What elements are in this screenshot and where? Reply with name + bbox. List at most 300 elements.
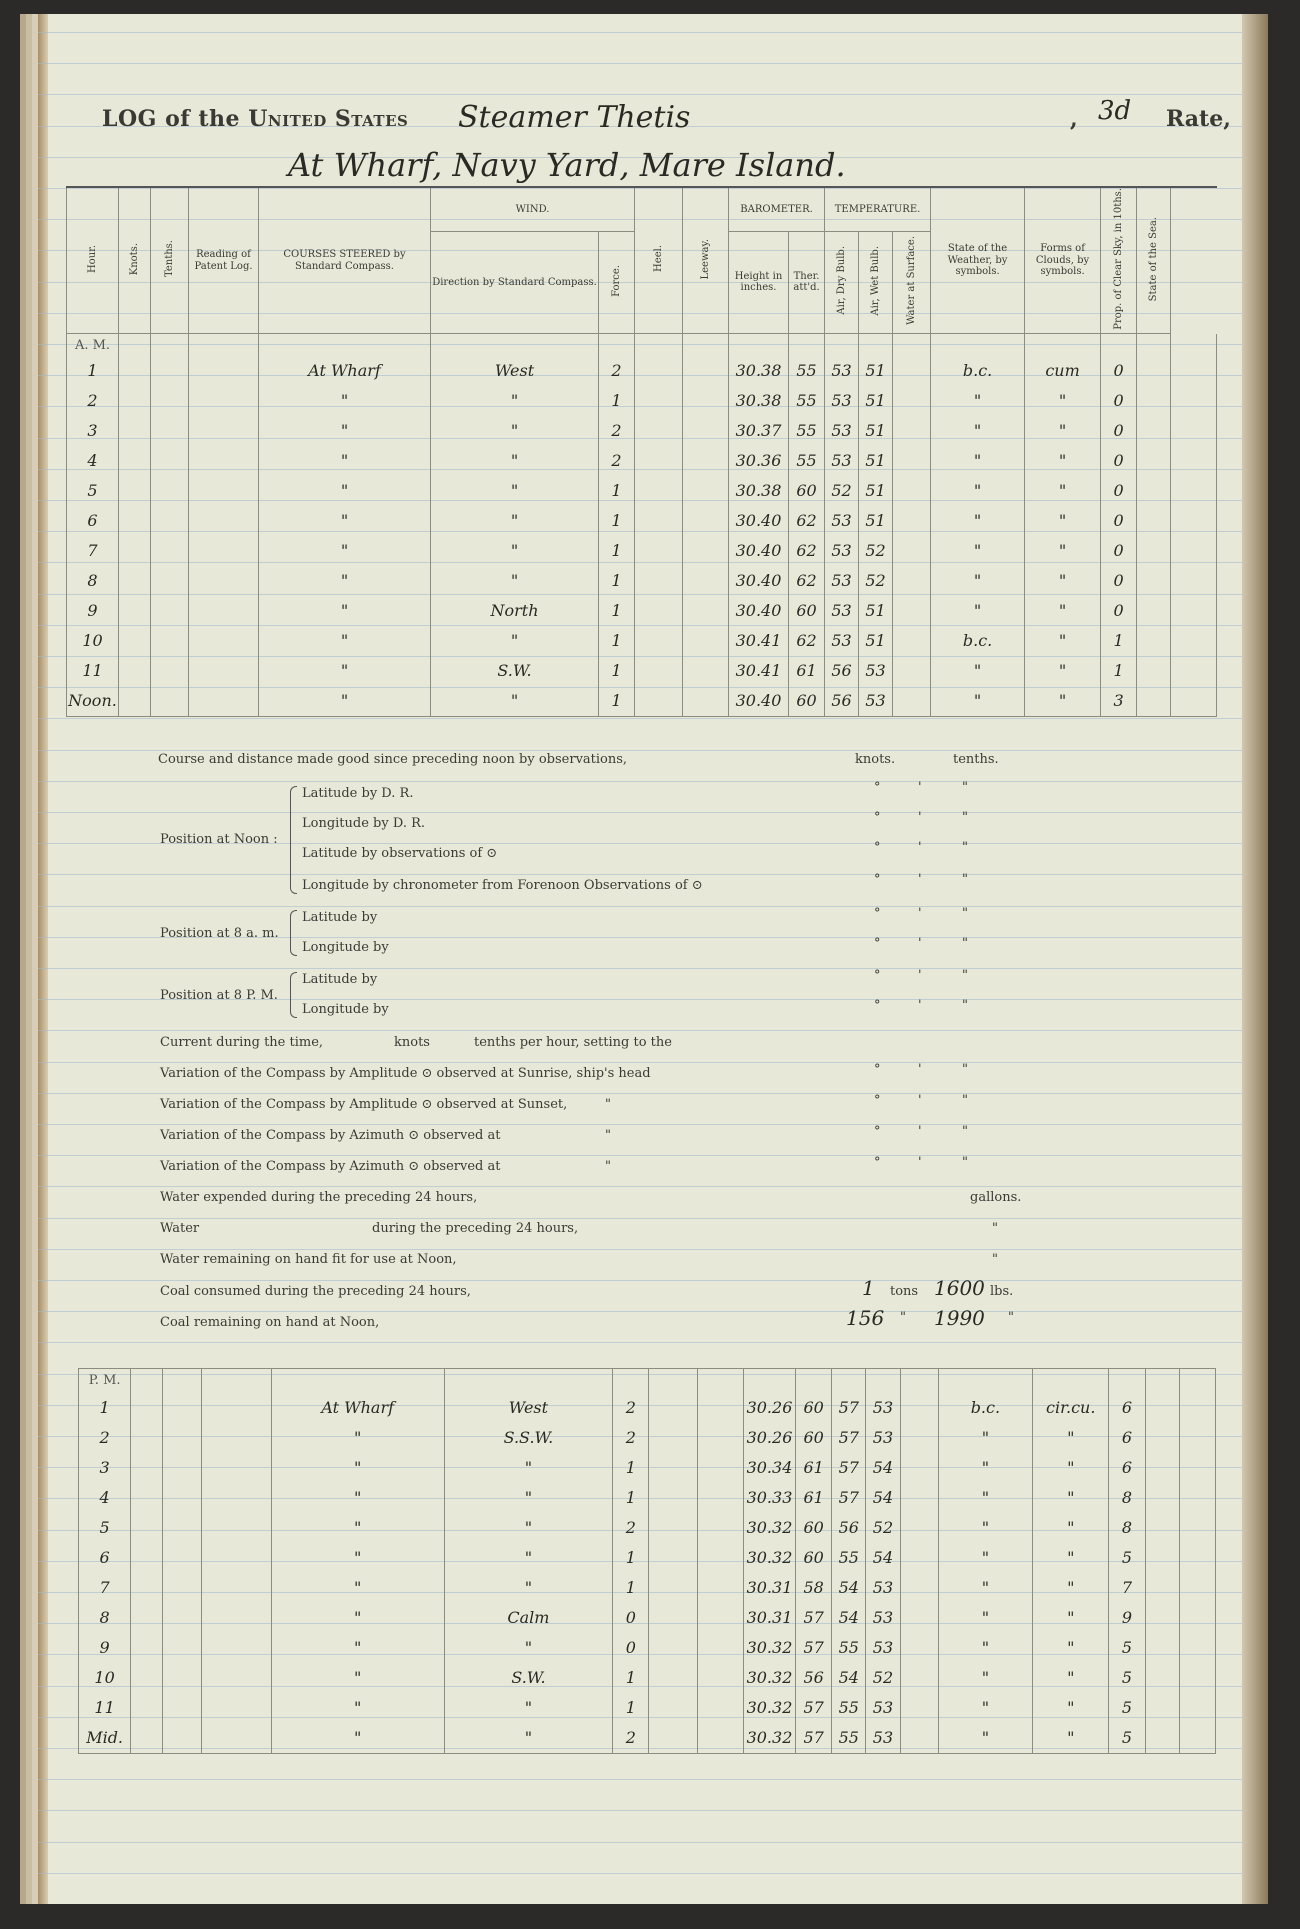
am-cell-hour: 4	[67, 446, 119, 476]
pm-cell-sea	[1145, 1543, 1179, 1573]
am-row	[67, 506, 1217, 536]
am-cell-force: 1	[599, 476, 635, 506]
am-cell-hour: 2	[67, 386, 119, 416]
pm-cell-hour: 9	[79, 1633, 131, 1663]
pm-cell-hour: Mid.	[79, 1723, 131, 1754]
am-cell-force: 2	[599, 356, 635, 386]
pm-cell-patent-log	[201, 1723, 271, 1754]
pm-cell-leeway	[697, 1513, 743, 1543]
pm-cell-sea	[1145, 1723, 1179, 1754]
am-row	[67, 656, 1217, 686]
pm-cell-clouds: cir.cu.	[1033, 1393, 1109, 1423]
position-noon-brace	[290, 786, 297, 894]
am-cell-wind: "	[431, 566, 599, 596]
pm-cell-blank	[1179, 1693, 1215, 1723]
pm-cell-wind: "	[444, 1513, 613, 1543]
am-cell-force: 1	[599, 656, 635, 686]
dms-mark-sec: "	[962, 1062, 968, 1077]
dms-mark-deg: °	[874, 1093, 881, 1108]
pm-cell-leeway	[697, 1453, 743, 1483]
ruled-line	[38, 1124, 1242, 1125]
am-cell-course: "	[259, 596, 431, 626]
am-cell-patent-log	[189, 356, 259, 386]
ruled-line	[38, 781, 1242, 782]
am-row	[67, 626, 1217, 656]
pm-cell-wind: "	[444, 1573, 613, 1603]
am-cell-knots	[119, 596, 151, 626]
pm-cell-wet: 54	[866, 1543, 900, 1573]
pm-cell-course: "	[271, 1603, 444, 1633]
coal-consumed-lbs: 1600	[934, 1276, 985, 1300]
col-water-surface: Water at Surface.	[893, 231, 931, 334]
pm-cell-weather: b.c.	[938, 1393, 1032, 1423]
pm-cell-height: 30.31	[743, 1573, 795, 1603]
ruled-line	[38, 1186, 1242, 1187]
am-cell-dry: 53	[825, 566, 859, 596]
am-cell-heel	[635, 386, 683, 416]
am-cell-leeway	[683, 356, 729, 386]
am-cell-wet: 52	[859, 536, 893, 566]
pm-cell-clouds: "	[1033, 1693, 1109, 1723]
pm-cell-sea	[1145, 1393, 1179, 1423]
am-cell-height: 30.40	[729, 536, 789, 566]
pm-cell-wet: 53	[866, 1573, 900, 1603]
var-azimuth-2-ditto: "	[605, 1159, 611, 1174]
pm-cell-dry: 57	[832, 1423, 866, 1453]
pm-cell-wet: 53	[866, 1693, 900, 1723]
ruled-line	[38, 1249, 1242, 1250]
am-cell-wind: "	[431, 386, 599, 416]
pm-cell-force: 0	[613, 1633, 649, 1663]
am-cell-patent-log	[189, 626, 259, 656]
am-cell-hour: 7	[67, 536, 119, 566]
pm-cell-sea	[1145, 1663, 1179, 1693]
dms-mark-deg: °	[874, 780, 881, 795]
am-cell-tenths	[151, 476, 189, 506]
pm-cell-hour: 4	[79, 1483, 131, 1513]
pm-cell-wet: 54	[866, 1453, 900, 1483]
pm-cell-ther: 60	[796, 1423, 832, 1453]
tons-label: tons	[890, 1284, 919, 1299]
lon-8pm-label: Longitude by	[302, 1002, 389, 1017]
dms-mark-min: '	[918, 810, 922, 825]
pm-cell-force: 1	[613, 1543, 649, 1573]
pm-cell-wind: Calm	[444, 1603, 613, 1633]
pm-cell-heel	[649, 1723, 697, 1754]
am-cell-dry: 53	[825, 626, 859, 656]
gallons-label: gallons.	[970, 1190, 1022, 1205]
pm-cell-ther: 57	[796, 1633, 832, 1663]
am-cell-patent-log	[189, 416, 259, 446]
ruled-line	[38, 1311, 1242, 1312]
pm-cell-height: 30.33	[743, 1483, 795, 1513]
am-cell-wind: "	[431, 506, 599, 536]
pm-cell-water	[900, 1723, 938, 1754]
am-cell-course: "	[259, 476, 431, 506]
dms-mark-min: '	[918, 840, 922, 855]
pm-cell-tenths	[163, 1543, 201, 1573]
am-cell-weather: "	[931, 686, 1025, 717]
ship-name: Steamer Thetis	[458, 100, 691, 135]
am-cell-clouds: "	[1025, 416, 1101, 446]
pm-cell-dry: 57	[832, 1483, 866, 1513]
ruled-line	[38, 812, 1242, 813]
am-cell-heel	[635, 416, 683, 446]
pm-row	[79, 1453, 1216, 1483]
am-cell-height: 30.36	[729, 446, 789, 476]
pm-cell-patent-log	[201, 1393, 271, 1423]
am-cell-tenths	[151, 446, 189, 476]
am-cell-heel	[635, 476, 683, 506]
am-label: A. M.	[67, 334, 119, 356]
course-knots-label: knots.	[855, 752, 896, 767]
am-cell-course: "	[259, 536, 431, 566]
am-cell-knots	[119, 686, 151, 717]
col-temperature: TEMPERATURE.	[825, 187, 931, 231]
am-cell-wind: "	[431, 446, 599, 476]
ruled-line	[38, 1093, 1242, 1094]
dms-mark-min: '	[918, 1124, 922, 1139]
am-cell-leeway	[683, 656, 729, 686]
pm-cell-water	[900, 1393, 938, 1423]
col-force: Force.	[599, 231, 635, 334]
pm-cell-tenths	[163, 1393, 201, 1423]
am-cell-sea	[1137, 386, 1171, 416]
pm-cell-water	[900, 1543, 938, 1573]
am-cell-dry: 53	[825, 386, 859, 416]
am-cell-heel	[635, 506, 683, 536]
am-cell-height: 30.40	[729, 566, 789, 596]
pm-cell-course: "	[271, 1693, 444, 1723]
dms-mark-deg: °	[874, 1062, 881, 1077]
pm-cell-weather: "	[938, 1723, 1032, 1754]
pm-cell-force: 1	[613, 1693, 649, 1723]
am-cell-water	[893, 596, 931, 626]
am-cell-knots	[119, 356, 151, 386]
position-8pm-label: Position at 8 P. M.	[160, 988, 278, 1003]
am-cell-weather: "	[931, 596, 1025, 626]
am-cell-clouds: "	[1025, 506, 1101, 536]
pm-cell-dry: 54	[832, 1663, 866, 1693]
pm-row	[79, 1693, 1216, 1723]
am-cell-ther: 60	[789, 596, 825, 626]
pm-cell-clear: 6	[1109, 1393, 1145, 1423]
pm-cell-wind: "	[444, 1483, 613, 1513]
pm-cell-hour: 2	[79, 1423, 131, 1453]
pm-cell-water	[900, 1663, 938, 1693]
pm-cell-clear: 7	[1109, 1573, 1145, 1603]
dms-mark-deg: °	[874, 968, 881, 983]
dms-mark-deg: °	[874, 810, 881, 825]
pm-cell-dry: 55	[832, 1543, 866, 1573]
coal-remaining-ditto-tons: "	[900, 1310, 906, 1325]
pm-cell-force: 1	[613, 1483, 649, 1513]
pm-label: P. M.	[79, 1369, 131, 1393]
position-8am-label: Position at 8 a. m.	[160, 926, 279, 941]
am-cell-weather: "	[931, 476, 1025, 506]
ruled-line	[38, 968, 1242, 969]
pm-cell-dry: 56	[832, 1513, 866, 1543]
am-cell-knots	[119, 386, 151, 416]
pm-row	[79, 1483, 1216, 1513]
am-cell-dry: 52	[825, 476, 859, 506]
am-cell-tenths	[151, 566, 189, 596]
pm-cell-water	[900, 1483, 938, 1513]
am-cell-heel	[635, 536, 683, 566]
pm-cell-force: 2	[613, 1723, 649, 1754]
am-cell-course: "	[259, 416, 431, 446]
pm-cell-dry: 55	[832, 1723, 866, 1754]
am-cell-blank	[1171, 536, 1217, 566]
ruled-line	[38, 874, 1242, 875]
am-cell-clear: 0	[1101, 536, 1137, 566]
am-cell-height: 30.40	[729, 506, 789, 536]
col-knots: Knots.	[119, 187, 151, 334]
am-log-table	[66, 186, 1217, 717]
pm-cell-dry: 55	[832, 1693, 866, 1723]
col-air-dry: Air, Dry Bulb.	[825, 231, 859, 334]
am-cell-dry: 53	[825, 416, 859, 446]
ruled-line	[38, 1873, 1242, 1874]
am-cell-patent-log	[189, 386, 259, 416]
pm-cell-height: 30.32	[743, 1723, 795, 1754]
pm-cell-water	[900, 1513, 938, 1543]
pm-cell-wind: "	[444, 1453, 613, 1483]
am-cell-weather: "	[931, 656, 1025, 686]
lbs-label: lbs.	[990, 1284, 1014, 1299]
dms-mark-min: '	[918, 1155, 922, 1170]
dms-mark-sec: "	[962, 968, 968, 983]
am-cell-blank	[1171, 386, 1217, 416]
am-cell-dry: 53	[825, 536, 859, 566]
pm-cell-blank	[1179, 1573, 1215, 1603]
am-cell-sea	[1137, 656, 1171, 686]
am-cell-blank	[1171, 506, 1217, 536]
am-cell-heel	[635, 626, 683, 656]
pm-cell-sea	[1145, 1693, 1179, 1723]
am-cell-hour: 1	[67, 356, 119, 386]
am-cell-course: "	[259, 626, 431, 656]
am-cell-patent-log	[189, 656, 259, 686]
am-cell-blank	[1171, 656, 1217, 686]
log-prefix: LOG of the	[102, 106, 241, 132]
pm-cell-tenths	[163, 1573, 201, 1603]
pm-cell-hour: 1	[79, 1393, 131, 1423]
pm-cell-sea	[1145, 1603, 1179, 1633]
pm-cell-water	[900, 1453, 938, 1483]
pm-cell-patent-log	[201, 1483, 271, 1513]
current-knots-label: knots	[394, 1035, 430, 1050]
pm-cell-wet: 52	[866, 1513, 900, 1543]
ruled-line	[38, 750, 1242, 751]
am-cell-force: 2	[599, 416, 635, 446]
pm-cell-knots	[131, 1723, 163, 1754]
pm-cell-wet: 53	[866, 1603, 900, 1633]
water-ditto: "	[992, 1221, 998, 1236]
dms-mark-deg: °	[874, 998, 881, 1013]
col-weather: State of the Weather, by symbols.	[931, 187, 1025, 334]
am-row	[67, 416, 1217, 446]
am-cell-clear: 0	[1101, 506, 1137, 536]
pm-cell-clear: 6	[1109, 1423, 1145, 1453]
pm-cell-tenths	[163, 1483, 201, 1513]
ruled-line	[38, 1342, 1242, 1343]
am-cell-clear: 0	[1101, 566, 1137, 596]
am-cell-patent-log	[189, 686, 259, 717]
pm-cell-tenths	[163, 1513, 201, 1543]
pm-cell-force: 1	[613, 1573, 649, 1603]
am-cell-leeway	[683, 446, 729, 476]
dms-mark-min: '	[918, 780, 922, 795]
am-cell-sea	[1137, 596, 1171, 626]
pm-cell-height: 30.34	[743, 1453, 795, 1483]
dms-mark-sec: "	[962, 872, 968, 887]
am-cell-height: 30.41	[729, 626, 789, 656]
lat-dr-label: Latitude by D. R.	[302, 786, 414, 801]
ruled-line	[38, 906, 1242, 907]
am-cell-water	[893, 656, 931, 686]
am-cell-wind: West	[431, 356, 599, 386]
pm-cell-blank	[1179, 1633, 1215, 1663]
am-cell-sea	[1137, 626, 1171, 656]
col-height: Height in inches.	[729, 231, 789, 334]
pm-row	[79, 1573, 1216, 1603]
am-cell-weather: b.c.	[931, 356, 1025, 386]
pm-row	[79, 1393, 1216, 1423]
lat-8am-label: Latitude by	[302, 910, 378, 925]
pm-cell-wet: 53	[866, 1633, 900, 1663]
pm-cell-clouds: "	[1033, 1603, 1109, 1633]
am-cell-clear: 0	[1101, 356, 1137, 386]
pm-cell-height: 30.32	[743, 1543, 795, 1573]
am-cell-force: 1	[599, 536, 635, 566]
col-patent-log: Reading of Patent Log.	[189, 187, 259, 334]
col-wind-direction: Direction by Standard Compass.	[431, 231, 599, 334]
am-cell-tenths	[151, 386, 189, 416]
am-cell-leeway	[683, 626, 729, 656]
am-cell-wet: 51	[859, 356, 893, 386]
pm-cell-height: 30.26	[743, 1423, 795, 1453]
am-cell-course: "	[259, 566, 431, 596]
coal-consumed-tons: 1	[862, 1276, 875, 1300]
pm-cell-leeway	[697, 1603, 743, 1633]
pm-cell-blank	[1179, 1483, 1215, 1513]
am-cell-height: 30.40	[729, 596, 789, 626]
pm-cell-ther: 61	[796, 1483, 832, 1513]
am-cell-water	[893, 566, 931, 596]
am-row	[67, 386, 1217, 416]
water-expended-label: Water expended during the preceding 24 hours,	[160, 1190, 478, 1205]
pm-cell-heel	[649, 1543, 697, 1573]
pm-cell-clouds: "	[1033, 1513, 1109, 1543]
pm-cell-tenths	[163, 1663, 201, 1693]
col-sea: State of the Sea.	[1137, 187, 1171, 334]
pm-cell-leeway	[697, 1633, 743, 1663]
pm-cell-force: 2	[613, 1513, 649, 1543]
pm-cell-knots	[131, 1393, 163, 1423]
pm-cell-blank	[1179, 1543, 1215, 1573]
dms-mark-min: '	[918, 1062, 922, 1077]
pm-cell-knots	[131, 1693, 163, 1723]
am-cell-force: 1	[599, 506, 635, 536]
pm-cell-course: "	[271, 1513, 444, 1543]
am-cell-force: 1	[599, 386, 635, 416]
pm-cell-sea	[1145, 1573, 1179, 1603]
pm-cell-patent-log	[201, 1663, 271, 1693]
pm-cell-heel	[649, 1423, 697, 1453]
col-clear-sky: Prop. of Clear Sky, in 10ths.	[1101, 187, 1137, 334]
pm-cell-leeway	[697, 1723, 743, 1754]
pm-cell-patent-log	[201, 1573, 271, 1603]
am-cell-course: "	[259, 446, 431, 476]
am-cell-hour: 6	[67, 506, 119, 536]
current-label: Current during the time,	[160, 1035, 324, 1050]
dms-mark-sec: "	[962, 1093, 968, 1108]
am-cell-height: 30.38	[729, 356, 789, 386]
am-cell-knots	[119, 476, 151, 506]
am-cell-tenths	[151, 416, 189, 446]
log-title	[102, 106, 408, 132]
am-cell-heel	[635, 686, 683, 717]
pm-cell-water	[900, 1423, 938, 1453]
am-cell-water	[893, 476, 931, 506]
pm-cell-hour: 6	[79, 1543, 131, 1573]
pm-cell-leeway	[697, 1693, 743, 1723]
pm-row	[79, 1543, 1216, 1573]
am-cell-sea	[1137, 446, 1171, 476]
pm-cell-patent-log	[201, 1513, 271, 1543]
am-cell-water	[893, 686, 931, 717]
am-cell-clouds: "	[1025, 566, 1101, 596]
am-row	[67, 596, 1217, 626]
am-cell-course: "	[259, 686, 431, 717]
rate-label: Rate,	[1166, 106, 1231, 132]
am-cell-wind: "	[431, 626, 599, 656]
am-cell-clouds: "	[1025, 446, 1101, 476]
pm-cell-clear: 5	[1109, 1693, 1145, 1723]
dms-mark-min: '	[918, 872, 922, 887]
pm-row	[79, 1633, 1216, 1663]
am-cell-ther: 62	[789, 506, 825, 536]
am-cell-wet: 53	[859, 656, 893, 686]
pm-cell-height: 30.32	[743, 1663, 795, 1693]
am-cell-course: "	[259, 386, 431, 416]
am-cell-wet: 51	[859, 416, 893, 446]
pm-cell-ther: 56	[796, 1663, 832, 1693]
col-tenths: Tenths.	[151, 187, 189, 334]
pm-cell-heel	[649, 1393, 697, 1423]
pm-cell-clouds: "	[1033, 1573, 1109, 1603]
am-cell-wet: 51	[859, 596, 893, 626]
pm-cell-weather: "	[938, 1543, 1032, 1573]
pm-cell-heel	[649, 1483, 697, 1513]
am-cell-wind: "	[431, 416, 599, 446]
ruled-line	[38, 1030, 1242, 1031]
dms-mark-sec: "	[962, 780, 968, 795]
am-cell-dry: 53	[825, 446, 859, 476]
pm-cell-heel	[649, 1633, 697, 1663]
am-cell-blank	[1171, 446, 1217, 476]
pm-cell-clear: 6	[1109, 1453, 1145, 1483]
pm-cell-clear: 8	[1109, 1483, 1145, 1513]
pm-cell-ther: 57	[796, 1603, 832, 1633]
am-cell-height: 30.38	[729, 476, 789, 506]
am-row	[67, 476, 1217, 506]
pm-cell-weather: "	[938, 1573, 1032, 1603]
pm-row	[79, 1603, 1216, 1633]
pm-cell-leeway	[697, 1663, 743, 1693]
var-azimuth-2-label: Variation of the Compass by Azimuth ⊙ observed at	[160, 1159, 501, 1174]
